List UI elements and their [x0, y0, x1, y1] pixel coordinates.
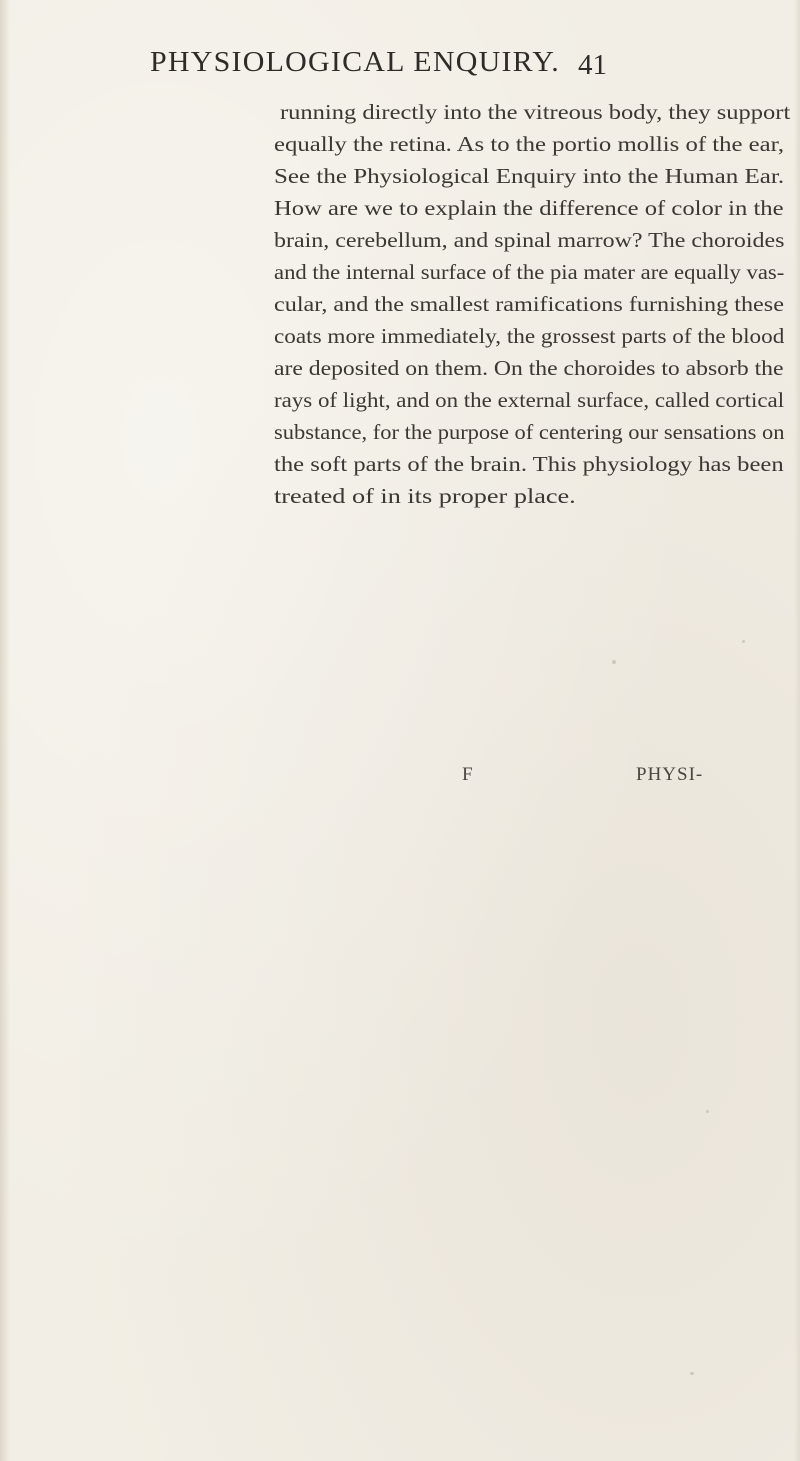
text-line: cular, and the smallest ramifications furnishing these — [274, 292, 784, 316]
text-line: equally the retina. As to the portio mollis of the ear, — [274, 132, 785, 156]
text-line: running directly into the vitreous body, they support — [280, 100, 791, 124]
text-line: How are we to explain the difference of color in the — [274, 196, 784, 220]
text-line: the soft parts of the brain. This physiology has been — [274, 452, 784, 476]
text-line: and the internal surface of the pia mater are equally vas- — [274, 260, 785, 284]
page-right-edge-shadow — [794, 0, 800, 1461]
signature-mark: F — [462, 764, 473, 785]
text-line: See the Physiological Enquiry into the Human Ear. — [274, 164, 785, 188]
paper-speck — [706, 1110, 709, 1113]
paper-speck — [742, 640, 745, 643]
text-line: rays of light, and on the external surface, called cortical — [274, 388, 785, 412]
text-line: substance, for the purpose of centering our sensations on — [274, 420, 785, 444]
paper-speck — [612, 660, 616, 664]
page-left-edge-shadow — [0, 0, 10, 1461]
catchword: PHYSI- — [636, 764, 704, 785]
text-line: brain, cerebellum, and spinal marrow? The choroides — [274, 228, 785, 252]
text-line: are deposited on them. On the choroides to absorb the — [274, 356, 784, 380]
running-head — [150, 40, 620, 84]
page-number: 41 — [578, 49, 607, 81]
text-line: treated of in its proper place. — [274, 484, 576, 508]
running-head-title: PHYSIOLOGICAL ENQUIRY. — [150, 46, 560, 78]
paper-speck — [690, 1372, 694, 1375]
text-line: coats more immediately, the grossest parts of the blood — [274, 324, 785, 348]
